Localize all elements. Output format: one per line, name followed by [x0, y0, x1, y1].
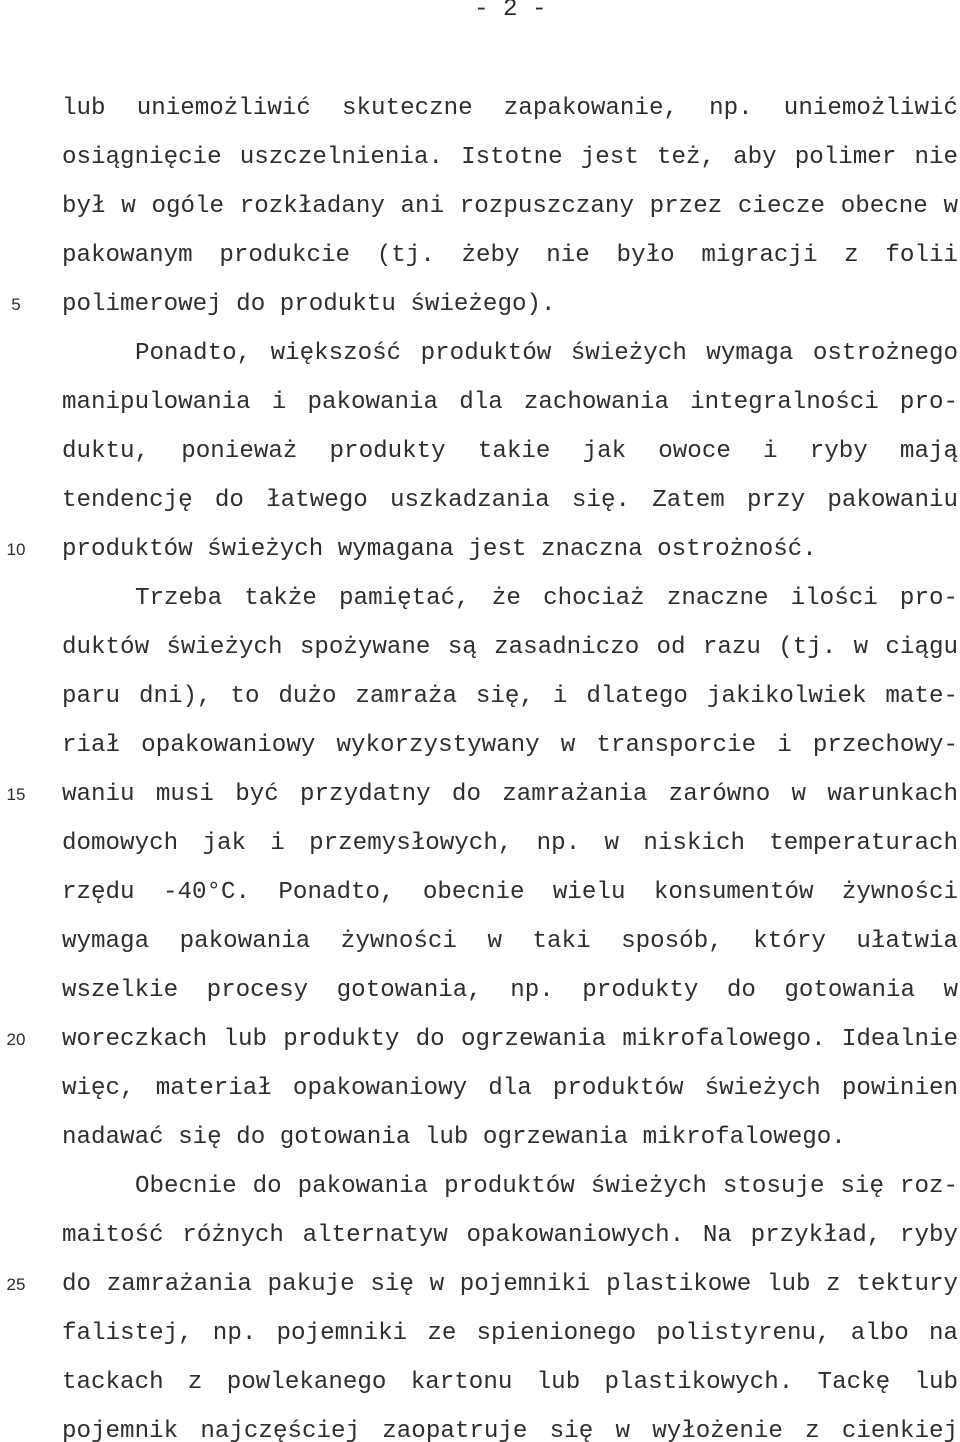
text-row	[0, 574, 960, 623]
text-line: pojemnik najczęściej zaopatruje się w wyłożenie z cienkiej	[62, 1418, 958, 1442]
text-line: domowych jak i przemysłowych, np. w niskich temperaturach	[62, 830, 958, 857]
text-row	[0, 770, 960, 819]
text-row	[0, 427, 960, 476]
text-row	[0, 1211, 960, 1260]
text-line: falistej, np. pojemniki ze spienionego polistyrenu, albo na	[62, 1320, 958, 1347]
text-row	[0, 1162, 960, 1211]
text-row	[0, 525, 960, 574]
document-body	[0, 84, 960, 1442]
text-line: riał opakowaniowy wykorzystywany w transporcie i przechowy-	[62, 732, 958, 759]
text-row	[0, 721, 960, 770]
text-row	[0, 84, 960, 133]
text-row	[0, 329, 960, 378]
text-line: pakowanym produkcie (tj. żeby nie było migracji z folii	[62, 242, 958, 269]
text-line: manipulowania i pakowania dla zachowania integralności pro-	[62, 389, 958, 416]
text-line: tackach z powlekanego kartonu lub plastikowych. Tackę lub	[62, 1369, 958, 1396]
margin-line-number: 20	[6, 1030, 26, 1049]
text-line: do zamrażania pakuje się w pojemniki plastikowe lub z tektury	[62, 1271, 958, 1298]
text-line: waniu musi być przydatny do zamrażania zarówno w warunkach	[62, 781, 958, 808]
text-line: polimerowej do produktu świeżego).	[62, 291, 556, 318]
text-row	[0, 1064, 960, 1113]
text-row	[0, 819, 960, 868]
text-row	[0, 378, 960, 427]
text-row	[0, 1309, 960, 1358]
text-row	[0, 1015, 960, 1064]
margin-line-number: 15	[6, 785, 26, 804]
margin-line-number: 5	[11, 295, 21, 314]
text-line: był w ogóle rozkładany ani rozpuszczany przez ciecze obecne w	[62, 193, 958, 220]
paragraph-first-line: Ponadto, większość produktów świeżych wymaga ostrożnego	[135, 340, 958, 367]
text-row	[0, 182, 960, 231]
text-row	[0, 280, 960, 329]
text-line: woreczkach lub produkty do ogrzewania mikrofalowego. Idealnie	[62, 1026, 958, 1053]
text-line: duktów świeżych spożywane są zasadniczo od razu (tj. w ciągu	[62, 634, 958, 661]
text-row	[0, 231, 960, 280]
text-line: wszelkie procesy gotowania, np. produkty do gotowania w	[62, 977, 958, 1004]
paragraph-first-line: Obecnie do pakowania produktów świeżych stosuje się roz-	[135, 1173, 958, 1200]
text-line: maitość różnych alternatyw opakowaniowych. Na przykład, ryby	[62, 1222, 958, 1249]
text-line: nadawać się do gotowania lub ogrzewania mikrofalowego.	[62, 1124, 846, 1151]
text-row	[0, 476, 960, 525]
margin-line-number: 10	[6, 540, 26, 559]
text-line: więc, materiał opakowaniowy dla produktów świeżych powinien	[62, 1075, 958, 1102]
text-row	[0, 1260, 960, 1309]
text-line: rzędu -40°C. Ponadto, obecnie wielu konsumentów żywności	[62, 879, 958, 906]
text-row	[0, 1113, 960, 1162]
text-line: lub uniemożliwić skuteczne zapakowanie, np. uniemożliwić	[62, 95, 958, 122]
text-line: wymaga pakowania żywności w taki sposób, który ułatwia	[62, 928, 958, 955]
text-line: osiągnięcie uszczelnienia. Istotne jest też, aby polimer nie	[62, 144, 958, 171]
page-number: - 2 -	[474, 0, 547, 23]
text-row	[0, 1407, 960, 1442]
text-line: produktów świeżych wymagana jest znaczna ostrożność.	[62, 536, 817, 563]
text-row	[0, 623, 960, 672]
text-row	[0, 966, 960, 1015]
text-row	[0, 1358, 960, 1407]
text-line: paru dni), to dużo zamraża się, i dlatego jakikolwiek mate-	[62, 683, 958, 710]
margin-line-number: 25	[6, 1275, 26, 1294]
text-row	[0, 917, 960, 966]
paragraph-first-line: Trzeba także pamiętać, że chociaż znaczne ilości pro-	[135, 585, 958, 612]
text-row	[0, 868, 960, 917]
text-row	[0, 133, 960, 182]
text-row	[0, 672, 960, 721]
text-line: tendencję do łatwego uszkadzania się. Zatem przy pakowaniu	[62, 487, 958, 514]
text-line: duktu, ponieważ produkty takie jak owoce i ryby mają	[62, 438, 958, 465]
